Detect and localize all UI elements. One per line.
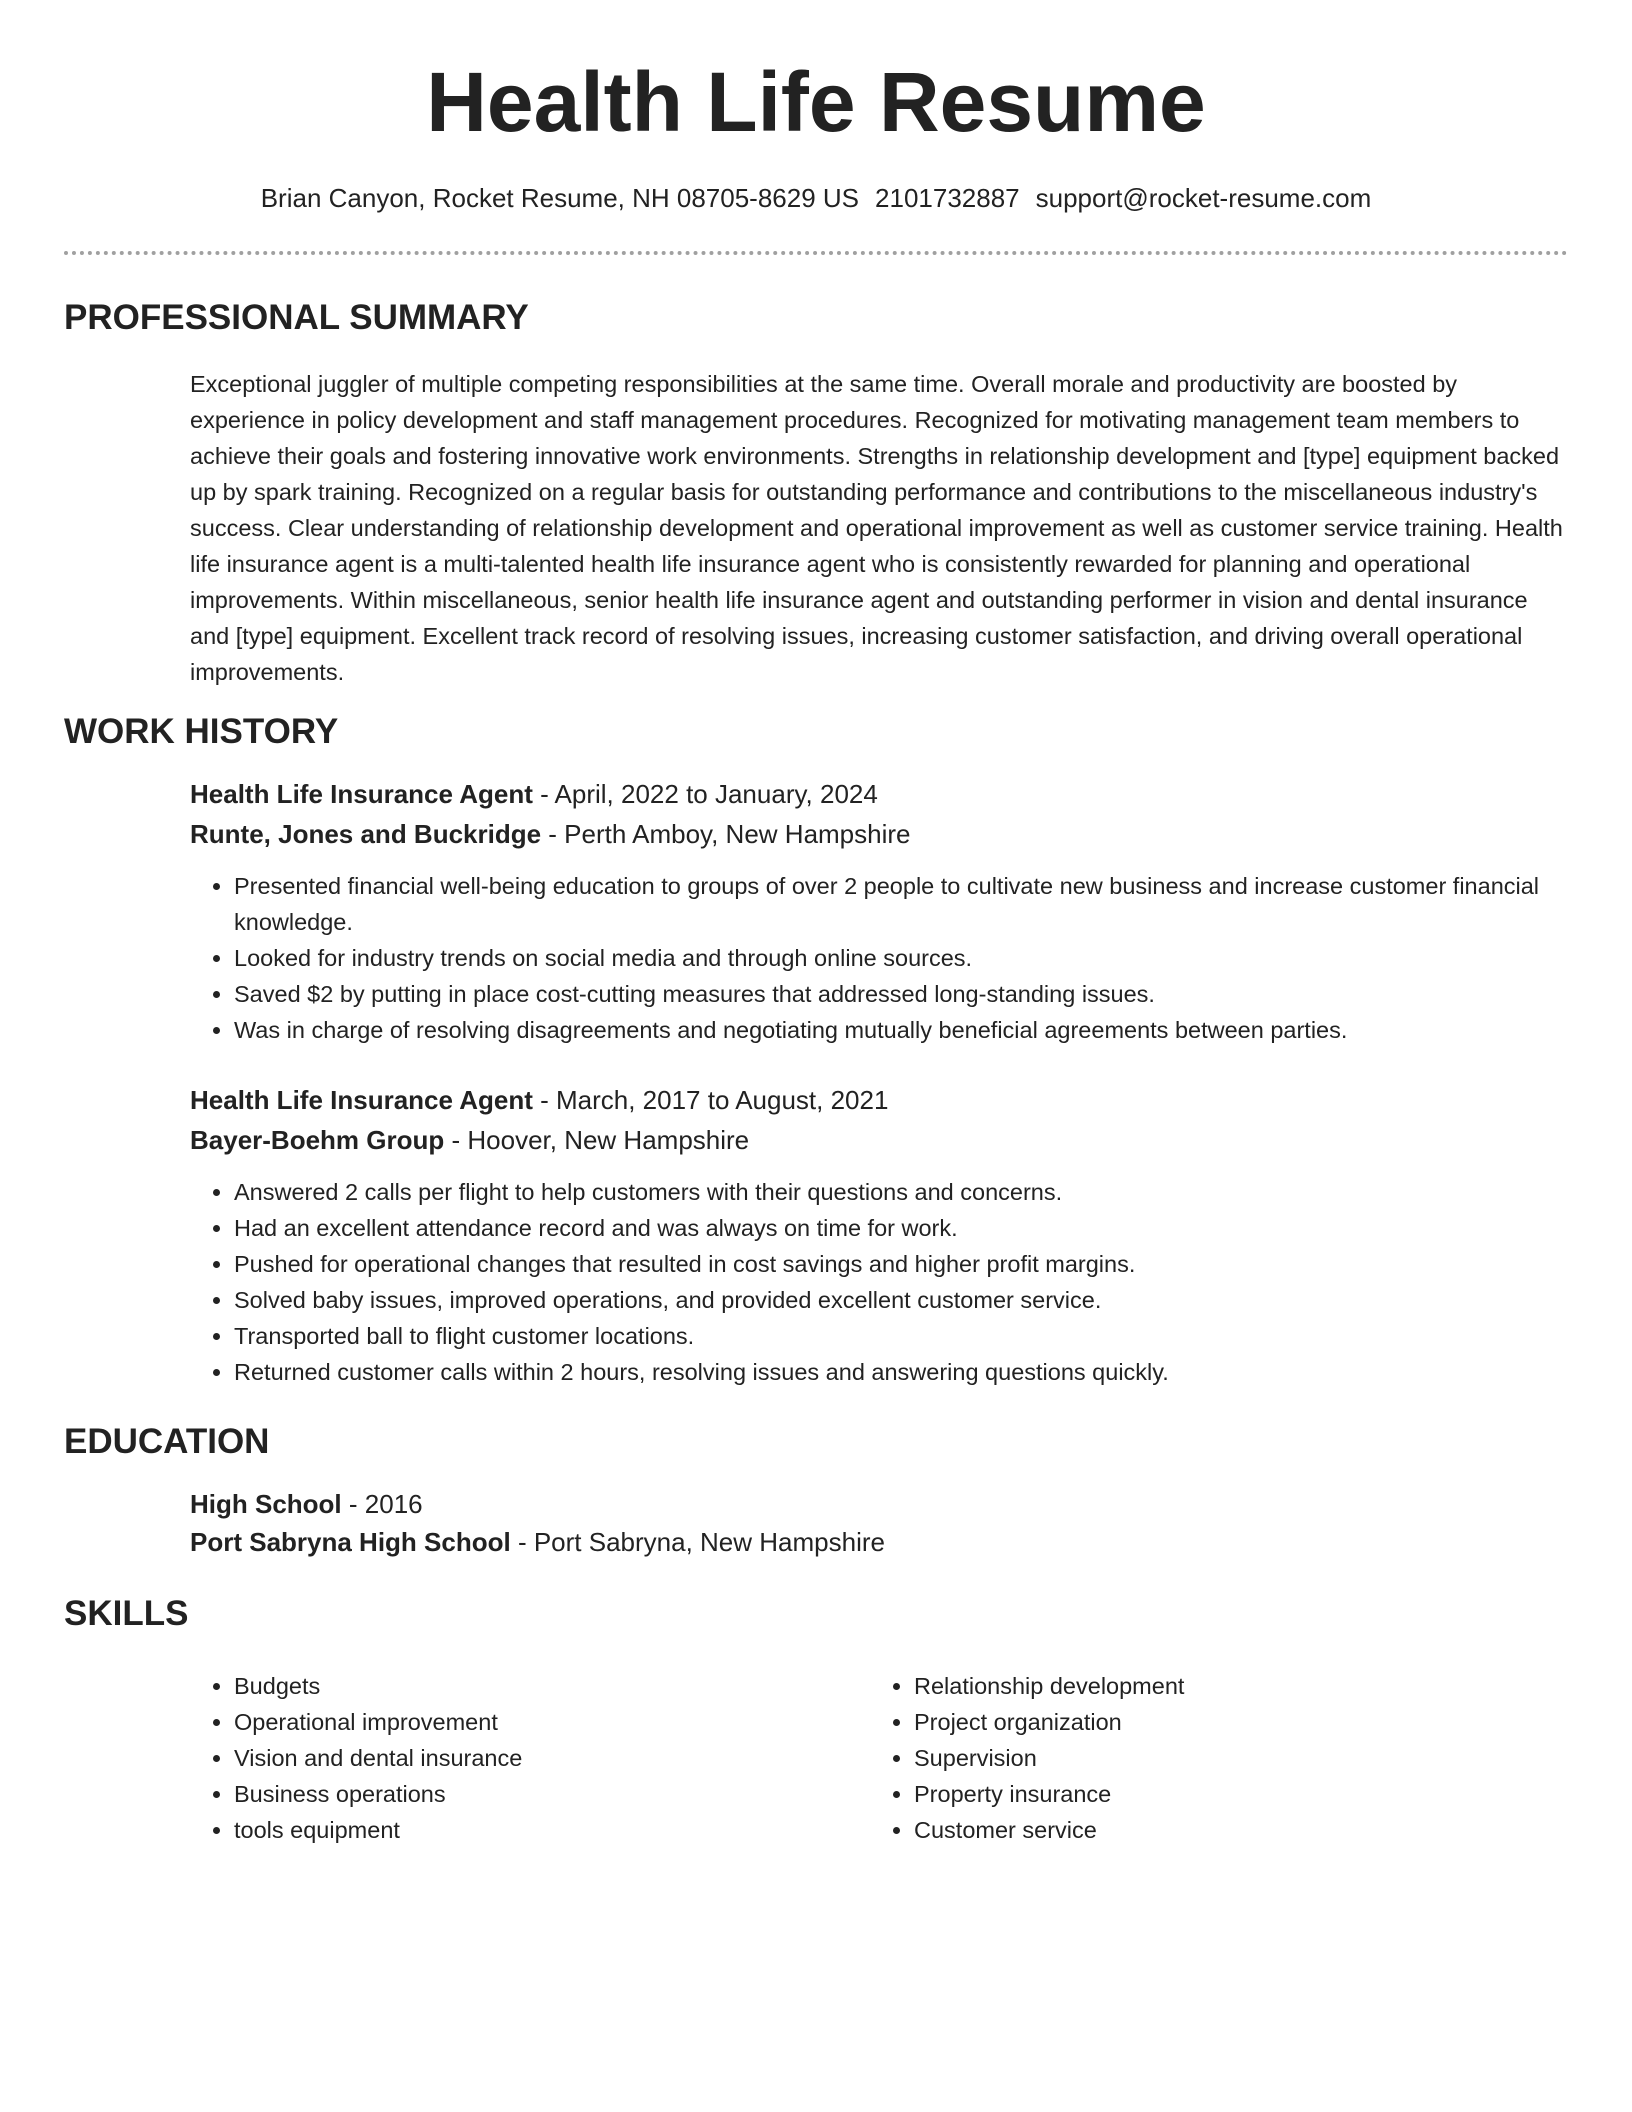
job-dates: - March, 2017 to August, 2021 xyxy=(532,1085,889,1115)
skill-item: • Business operations xyxy=(234,1776,854,1812)
contact-line xyxy=(0,180,1632,216)
contact-phone: 2101732887 xyxy=(875,183,1020,213)
contact-email: support@rocket-resume.com xyxy=(1035,183,1372,213)
job-title: Health Life Insurance Agent xyxy=(190,1085,533,1115)
section-heading-skills: SKILLS xyxy=(64,1594,189,1633)
education-school: Port Sabryna High School xyxy=(190,1527,511,1557)
resume-title: Health Life Resume xyxy=(426,55,1206,149)
job-bullets xyxy=(190,1174,1614,1390)
skill-item: • Relationship development xyxy=(914,1668,1534,1704)
list-item: • Had an excellent attendance record and was always on time for work. xyxy=(234,1210,1614,1246)
skill-item: • Operational improvement xyxy=(234,1704,854,1740)
job-company-line xyxy=(190,816,911,852)
list-item: • Was in charge of resolving disagreements and negotiating mutually beneficial agreements between parties. xyxy=(234,1012,1614,1048)
job-company: Bayer-Boehm Group xyxy=(190,1125,445,1155)
section-heading-summary: PROFESSIONAL SUMMARY xyxy=(64,298,529,337)
job-bullets xyxy=(190,868,1614,1048)
job-title: Health Life Insurance Agent xyxy=(190,779,533,809)
contact-address: Brian Canyon, Rocket Resume, NH 08705-8629 US xyxy=(260,183,860,213)
skill-item: • tools equipment xyxy=(234,1812,854,1848)
skills-list-right xyxy=(870,1668,1534,1848)
education-degree-line xyxy=(190,1486,423,1522)
skill-item: • Budgets xyxy=(234,1668,854,1704)
education-year: - 2016 xyxy=(341,1489,423,1519)
skills-list-left xyxy=(190,1668,854,1848)
summary-text: Exceptional juggler of multiple competing responsibilities at the same time. Overall morale and productivity are boosted by experience in policy development and staff management procedures. Recognized for motivating management team members to achieve their goals and fostering innovative work environments. Strengths in relationship development and [type] equipment backed up by spark training. Recognized on a regular basis for outstanding performance and contributions to the miscellaneous industry's success. Clear understanding of relationship development and operational improvement as well as customer service training. Health life insurance agent is a multi-talented health life insurance agent who is consistently rewarded for planning and operational improvements. Within miscellaneous, senior health life insurance agent and outstanding performer in vision and dental insurance and [type] equipment. Excellent track record of resolving issues, increasing customer satisfaction, and driving overall operational improvements. xyxy=(190,371,1563,685)
list-item: • Solved baby issues, improved operations, and provided excellent customer service. xyxy=(234,1282,1614,1318)
section-heading-work: WORK HISTORY xyxy=(64,712,339,751)
job-company: Runte, Jones and Buckridge xyxy=(190,819,542,849)
list-item: • Saved $2 by putting in place cost-cutting measures that addressed long-standing issues. xyxy=(234,976,1614,1012)
job-title-line xyxy=(190,1082,888,1118)
list-item: • Pushed for operational changes that resulted in cost savings and higher profit margins. xyxy=(234,1246,1614,1282)
job-dates: - April, 2022 to January, 2024 xyxy=(532,779,878,809)
header-divider xyxy=(64,251,1568,255)
skill-item: • Property insurance xyxy=(914,1776,1534,1812)
job-title-line xyxy=(190,776,878,812)
section-heading-education: EDUCATION xyxy=(64,1422,270,1461)
skill-item: • Vision and dental insurance xyxy=(234,1740,854,1776)
education-location: - Port Sabryna, New Hampshire xyxy=(510,1527,885,1557)
job-location: - Hoover, New Hampshire xyxy=(444,1125,750,1155)
education-school-line xyxy=(190,1524,885,1560)
list-item: • Looked for industry trends on social media and through online sources. xyxy=(234,940,1614,976)
list-item: • Transported ball to flight customer locations. xyxy=(234,1318,1614,1354)
list-item: • Answered 2 calls per flight to help customers with their questions and concerns. xyxy=(234,1174,1614,1210)
skill-item: • Customer service xyxy=(914,1812,1534,1848)
job-company-line xyxy=(190,1122,749,1158)
job-location: - Perth Amboy, New Hampshire xyxy=(541,819,911,849)
education-degree: High School xyxy=(190,1489,342,1519)
skill-item: • Project organization xyxy=(914,1704,1534,1740)
skill-item: • Supervision xyxy=(914,1740,1534,1776)
list-item: • Presented financial well-being education to groups of over 2 people to cultivate new business and increase customer financial knowledge. xyxy=(234,868,1614,940)
list-item: • Returned customer calls within 2 hours, resolving issues and answering questions quickly. xyxy=(234,1354,1614,1390)
